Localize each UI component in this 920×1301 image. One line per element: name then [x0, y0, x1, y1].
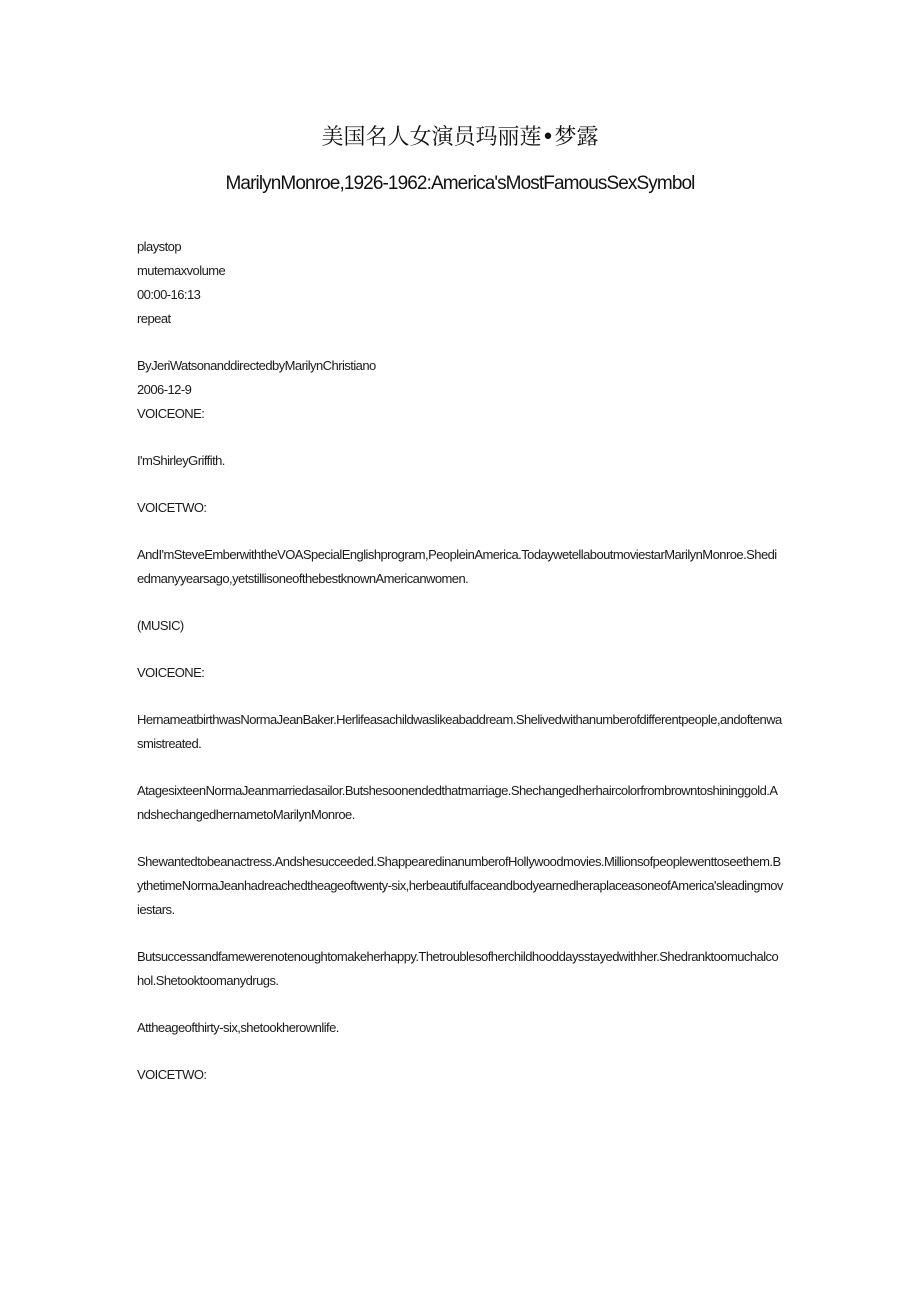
paragraph-actress: Shewantedtobeanactress.Andshesucceeded.ShappearedinanumberofHollywoodmovies.Millionsofpeoplewenttoseethem.BythetimeNormaJeanhadreachedtheageoftwenty-six,herbeautifulfaceandbodyearnedheraplaceasoneofAmerica'sleadingmoviestars.: [137, 854, 783, 917]
paragraph-steve-intro: AndI'mSteveEmberwiththeVOASpecialEnglishprogram,PeopleinAmerica.TodaywetellaboutmoviestarMarilynMonroe.Shediedmanyyearsago,yetstillisoneofthebestknownAmericanwomen.: [137, 547, 777, 586]
paragraph-age-sixteen: AtagesixteenNormaJeanmarriedasailor.Butshesoonendedthatmarriage.Shechangedherhaircolorfrombrowntoshininggold.AndshechangedhernametoMarilynMonroe.: [137, 783, 778, 822]
english-title: MarilynMonroe,1926-1962:America'sMostFamousSexSymbol: [225, 173, 695, 194]
byline: ByJeriWatsonanddirectedbyMarilynChristiano: [137, 358, 376, 373]
player-play-stop: playstop: [137, 239, 182, 254]
player-time: 00:00-16:13: [137, 287, 201, 302]
speaker-voice-two: VOICETWO:: [137, 1067, 207, 1082]
player-repeat: repeat: [137, 311, 171, 326]
player-mute-volume: mutemaxvolume: [137, 263, 226, 278]
shirley-intro: I'mShirleyGriffith.: [137, 453, 225, 468]
music-cue: (MUSIC): [137, 618, 184, 633]
chinese-title: 美国名人女演员玛丽莲•梦露: [321, 125, 599, 150]
paragraph-birth: HernameatbirthwasNormaJeanBaker.Herlifeasachildwaslikeabaddream.Shelivedwithanumberofdifferentpeople,andoftenwasmistreated.: [137, 712, 782, 751]
paragraph-end: Attheageofthirty-six,shetookherownlife.: [137, 1020, 339, 1035]
speaker-voice-one: VOICEONE:: [137, 665, 205, 680]
date: 2006-12-9: [137, 382, 192, 397]
speaker-voice-two: VOICETWO:: [137, 500, 207, 515]
document-body: [137, 235, 783, 1087]
paragraph-success: Butsuccessandfamewerenotenoughtomakeherhappy.Thetroublesofherchildhooddaysstayedwithher.Shedranktoomuchalcohol.Shetooktoomanydrugs.: [137, 949, 779, 988]
speaker-voice-one: VOICEONE:: [137, 406, 205, 421]
